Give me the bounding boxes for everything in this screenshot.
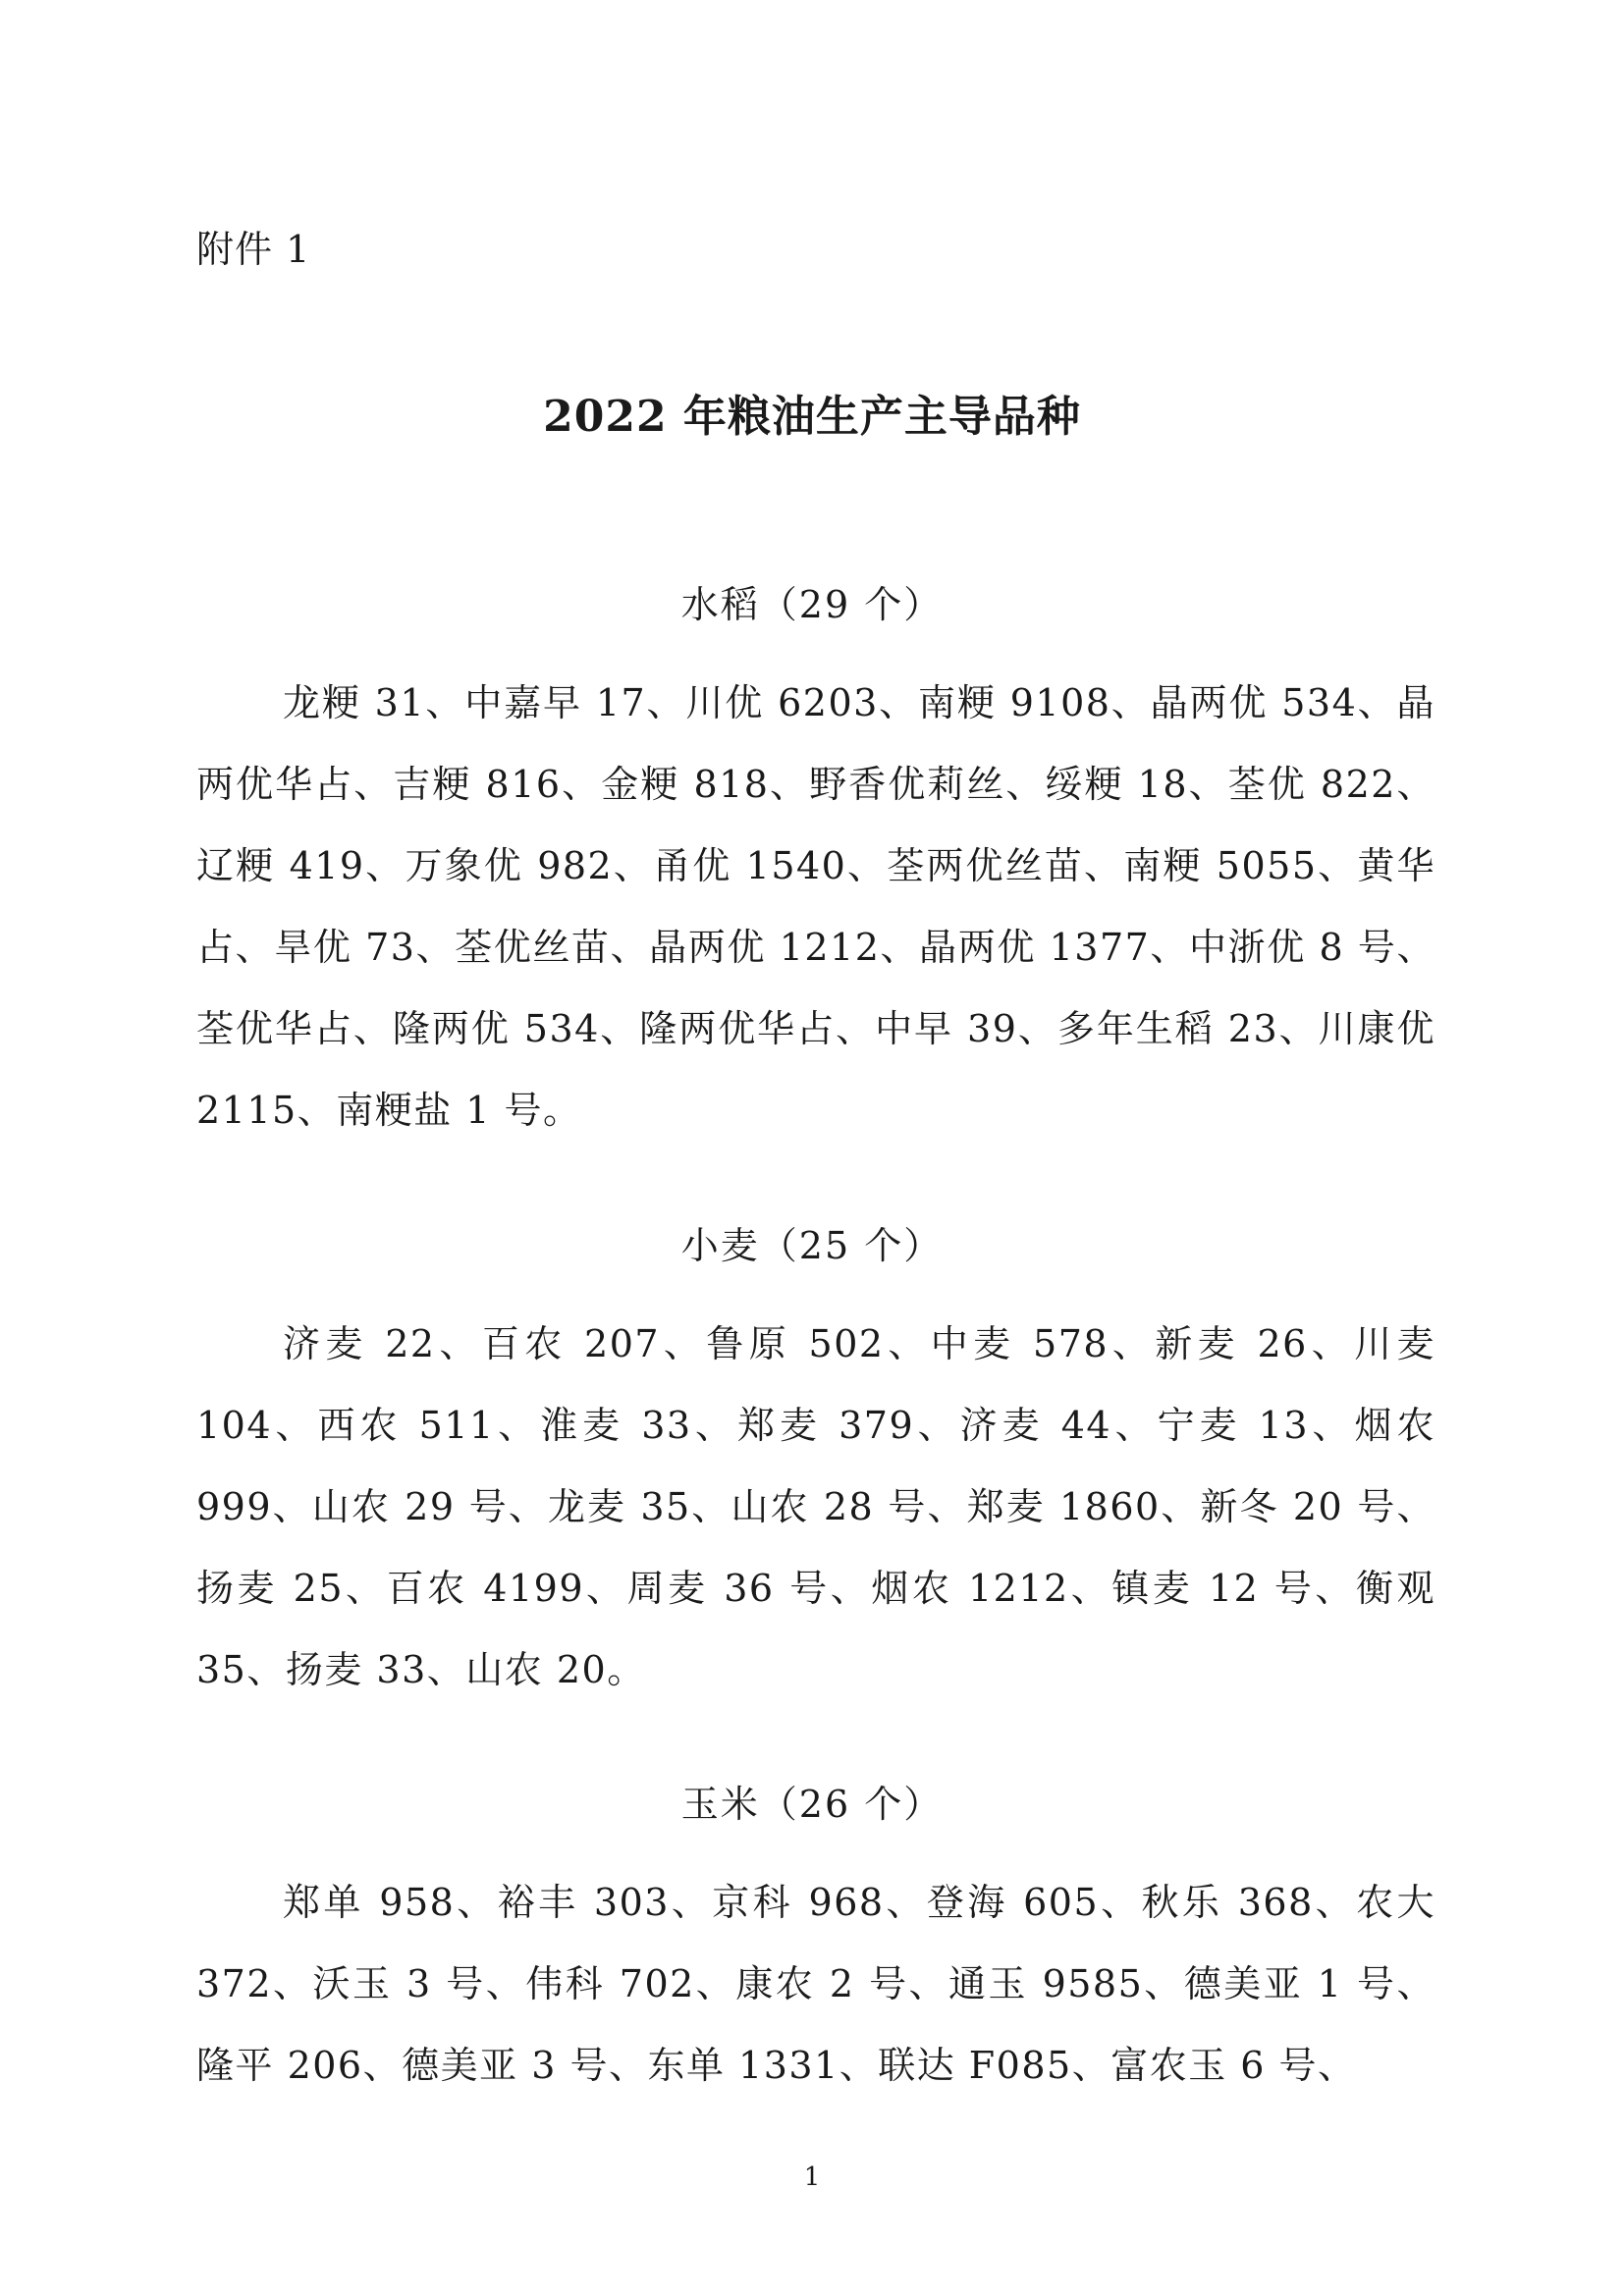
document-title: 2022 年粮油生产主导品种 xyxy=(543,392,1081,442)
section-body-corn: 郑单 958、裕丰 303、京科 968、登海 605、秋乐 368、农大 372、沃玉 3 号、伟科 702、康农 2 号、通玉 9585、德美亚 1 号、隆平 206、德美亚 3 号、东单 1331、联达 F085、富农玉 6 号、 xyxy=(196,1881,1435,2087)
section-heading-corn: 玉米（26 个） xyxy=(680,1783,944,1826)
page-number: 1 xyxy=(803,2163,821,2192)
section-heading-wheat: 小麦（25 个） xyxy=(680,1224,944,1267)
section-body-wheat: 济麦 22、百农 207、鲁原 502、中麦 578、新麦 26、川麦 104、西农 511、淮麦 33、郑麦 379、济麦 44、宁麦 13、烟农 999、山农 29 号、龙麦 35、山农 28 号、郑麦 1860、新冬 20 号、扬麦 25、百农 4199、周麦 36 号、烟农 1212、镇麦 12 号、衡观 35、扬麦 33、山农 20。 xyxy=(196,1322,1435,1691)
section-body-rice: 龙粳 31、中嘉早 17、川优 6203、南粳 9108、晶两优 534、晶两优华占、吉粳 816、金粳 818、野香优莉丝、绥粳 18、荃优 822、辽粳 419、万象优 982、甬优 1540、荃两优丝苗、南粳 5055、黄华占、旱优 73、荃优丝苗、晶两优 1212、晶两优 1377、中浙优 8 号、荃优华占、隆两优 534、隆两优华占、中早 39、多年生稻 23、川康优 2115、南粳盐 1 号。 xyxy=(196,681,1435,1132)
section-heading-rice: 水稻（29 个） xyxy=(680,583,944,626)
attachment-label: 附件 1 xyxy=(196,228,311,271)
